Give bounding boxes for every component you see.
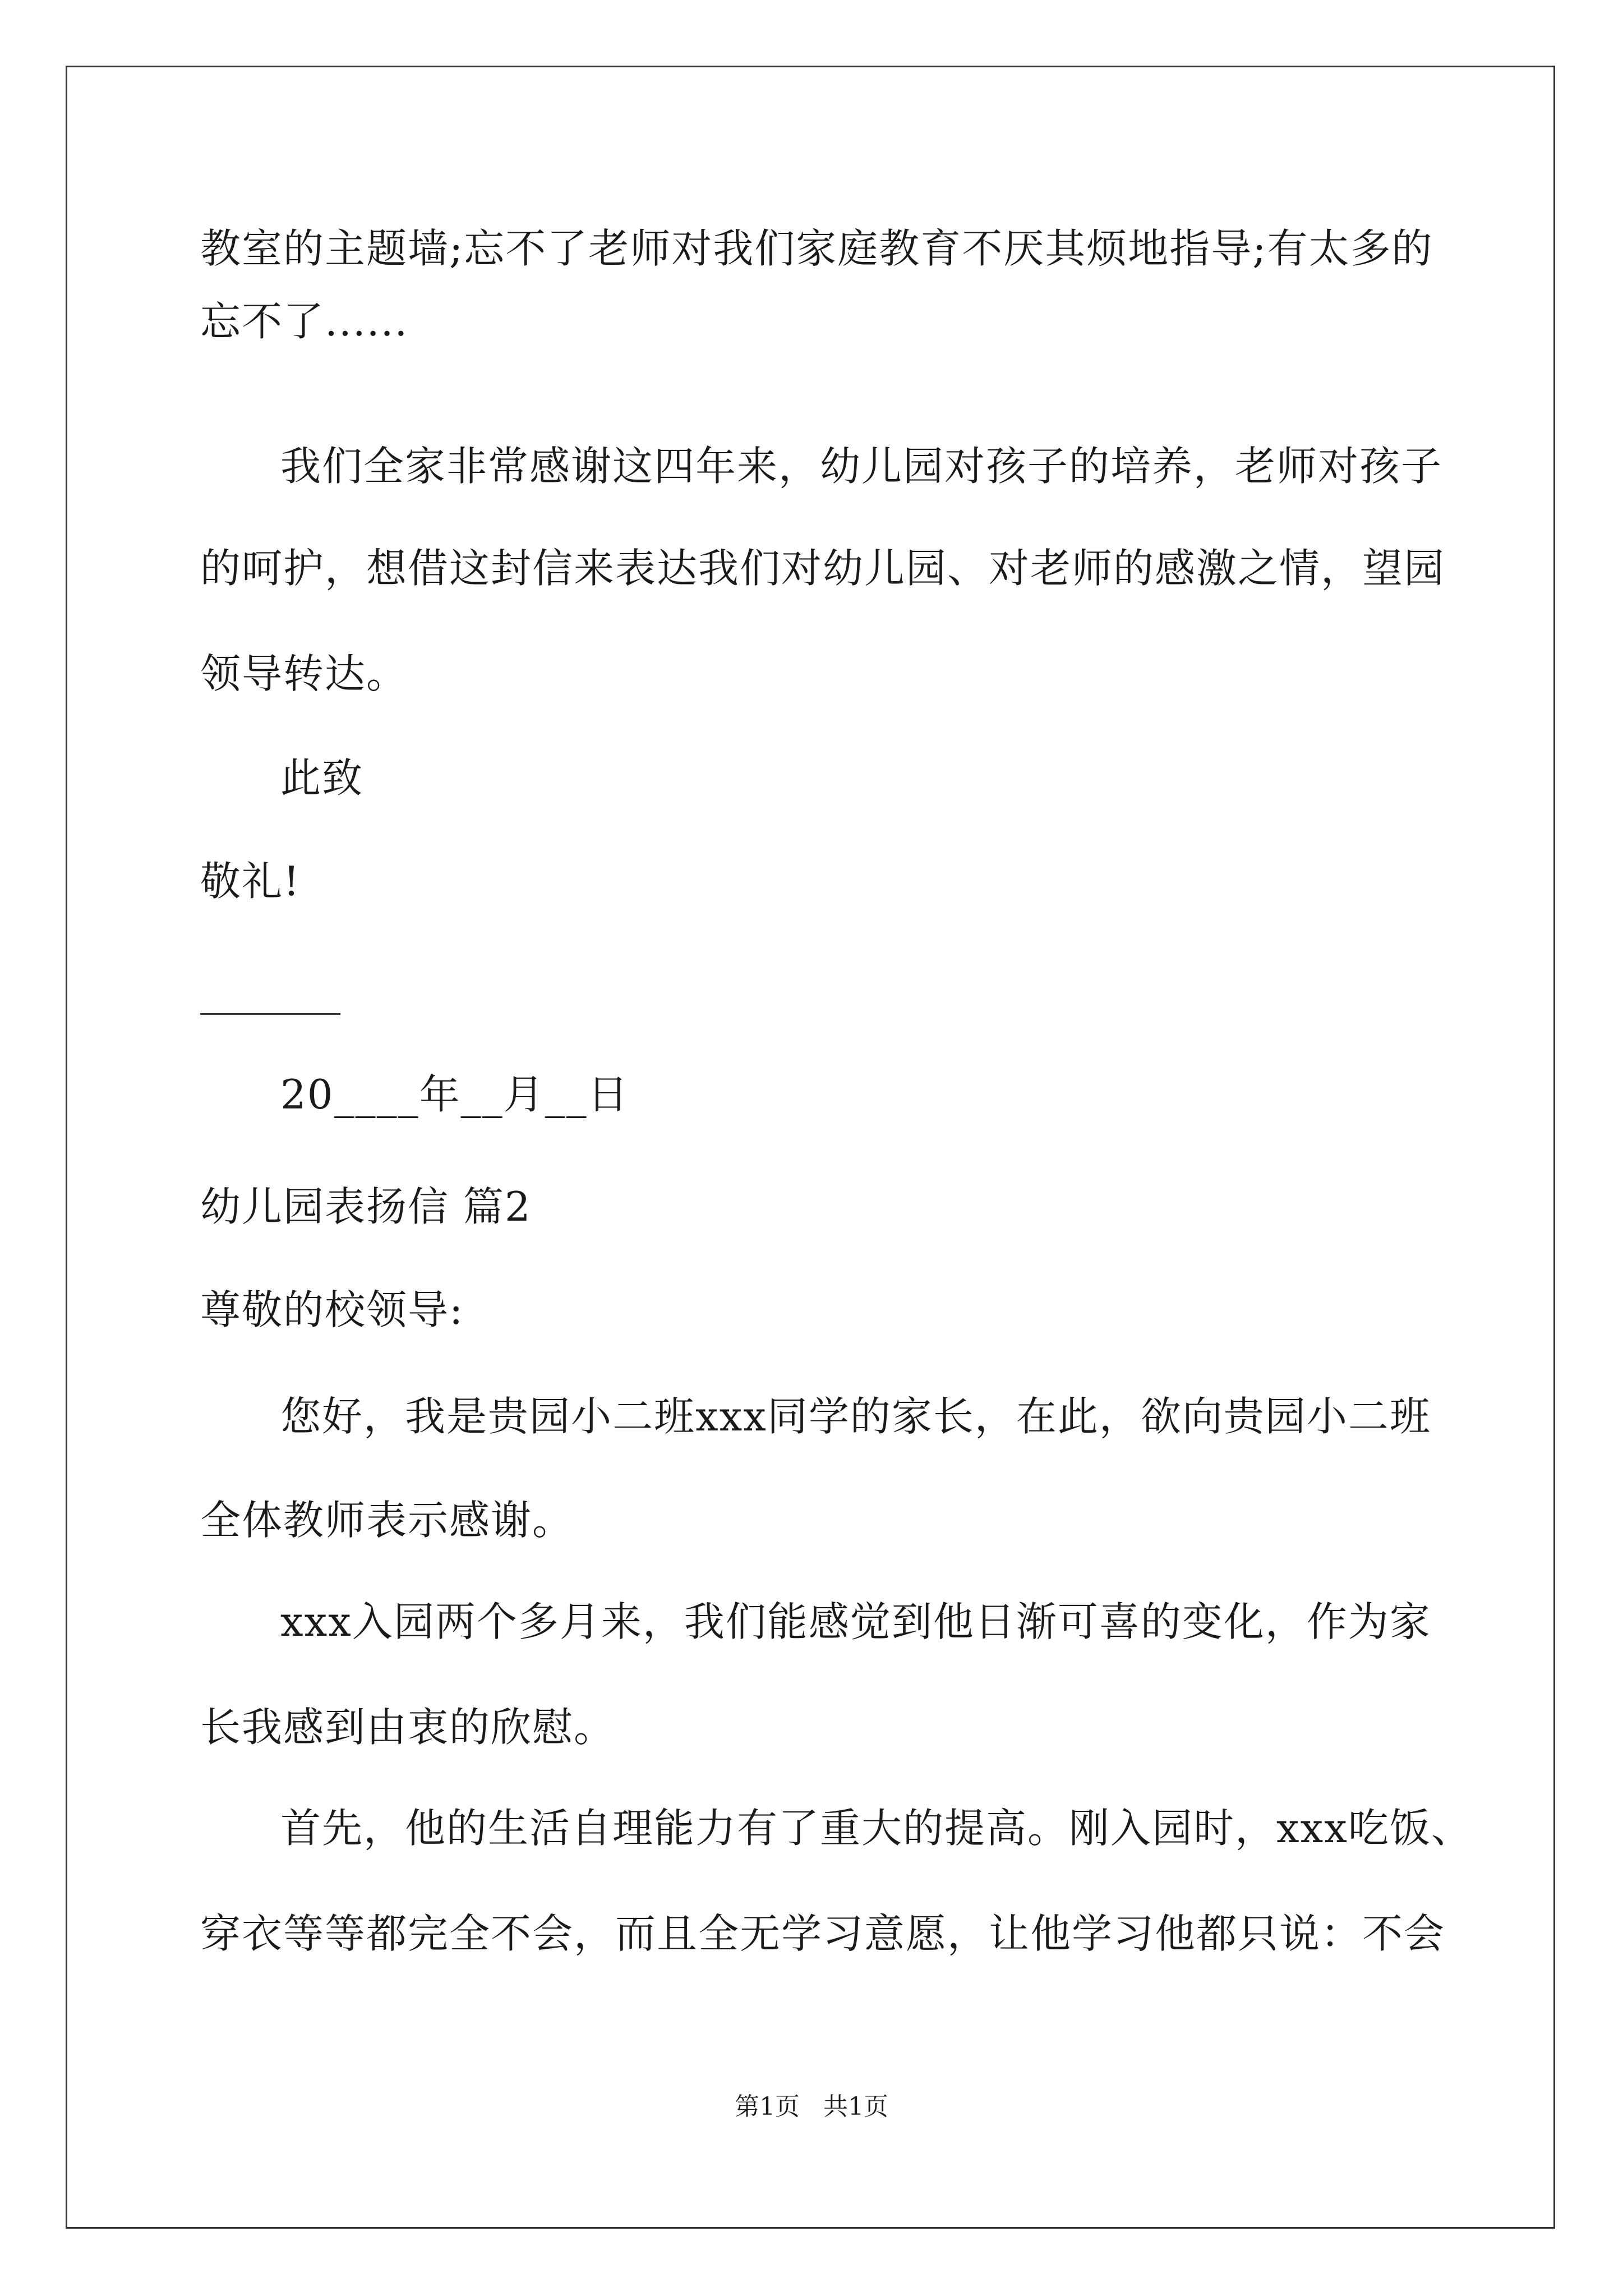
letter1-date: 20____年__月__日 — [280, 1071, 629, 1118]
letter2-paragraph2-line2: 长我感到由衷的欣慰。 — [200, 1704, 616, 1751]
letter2-paragraph2-line1: xxx入园两个多月来，我们能感觉到他日渐可喜的变化，作为家 — [280, 1598, 1431, 1645]
letter2-paragraph3-line1: 首先，他的生活自理能力有了重大的提高。刚入园时，xxx吃饭、 — [280, 1805, 1473, 1852]
page-frame — [66, 66, 1555, 2229]
letter2-paragraph1-line2: 全体教师表示感谢。 — [200, 1497, 574, 1544]
page-footer: 第1页 共1页 — [735, 2092, 888, 2121]
letter2-paragraph1-line1: 您好，我是贵园小二班xxx同学的家长，在此，欲向贵园小二班 — [280, 1393, 1431, 1440]
letter1-paragraph2-line3: 领导转达。 — [200, 650, 408, 697]
letter1-paragraph1-line1: 教室的主题墙;忘不了老师对我们家庭教育不厌其烦地指导;有太多的 — [200, 225, 1433, 272]
section-heading: 幼儿园表扬信 篇2 — [200, 1183, 532, 1230]
letter2-greeting: 尊敬的校领导: — [200, 1286, 464, 1333]
letter2-paragraph3-line2: 穿衣等等都完全不会，而且全无学习意愿，让他学习他都只说：不会 — [200, 1910, 1446, 1957]
letter1-paragraph2-line2: 的呵护，想借这封信来表达我们对幼儿园、对老师的感激之情，望园 — [200, 545, 1446, 592]
letter1-salute: 敬礼! — [200, 858, 301, 905]
signature-line — [200, 1013, 340, 1015]
letter1-paragraph2-line1: 我们全家非常感谢这四年来，幼儿园对孩子的培养，老师对孩子 — [280, 443, 1443, 490]
letter1-paragraph1-line2: 忘不了...... — [200, 298, 409, 345]
letter1-closing: 此致 — [280, 754, 364, 802]
